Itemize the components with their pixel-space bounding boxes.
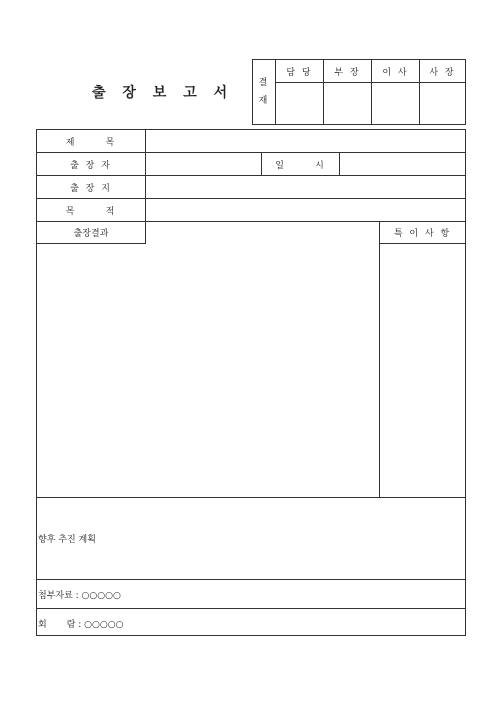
approval-sign-president[interactable] [420,83,465,124]
plan-label: 향후 추진 계획 [38,535,96,545]
traveler-input[interactable] [146,153,261,175]
approval-role-dept-head: 부 장 [334,67,361,78]
approval-sign-manager[interactable] [276,83,323,124]
circulation-text: 회 람 : ○○○○○ [38,620,124,630]
special-notes-label: 특 이 사 항 [393,229,452,239]
purpose-input[interactable] [146,199,465,221]
approval-sign-director[interactable] [372,83,419,124]
result-textarea[interactable] [37,244,379,497]
approval-role-president: 사 장 [429,67,456,78]
datetime-input[interactable] [340,153,465,175]
report-form [36,129,466,636]
plan-textarea[interactable] [97,498,465,579]
document-title: 출 장 보 고 서 [92,85,234,101]
datetime-label: 일 시 [275,160,326,171]
subject-input[interactable] [146,130,465,152]
approval-sign-dept-head[interactable] [324,83,371,124]
approval-label-top: 결 [258,77,270,88]
approval-box [252,59,466,125]
purpose-label: 목 적 [65,206,117,217]
attachments-text: 첨부자료 : ○○○○○ [38,591,121,601]
approval-role-director: 이 사 [382,67,409,78]
traveler-label: 출 장 자 [70,160,112,171]
result-label: 출장결과 [73,229,109,239]
destination-input[interactable] [146,176,465,198]
destination-label: 출 장 지 [70,183,112,194]
special-notes-textarea[interactable] [380,244,465,497]
subject-label: 제 목 [65,137,117,148]
approval-label-bottom: 재 [258,95,270,106]
approval-role-manager: 담 당 [286,67,313,78]
